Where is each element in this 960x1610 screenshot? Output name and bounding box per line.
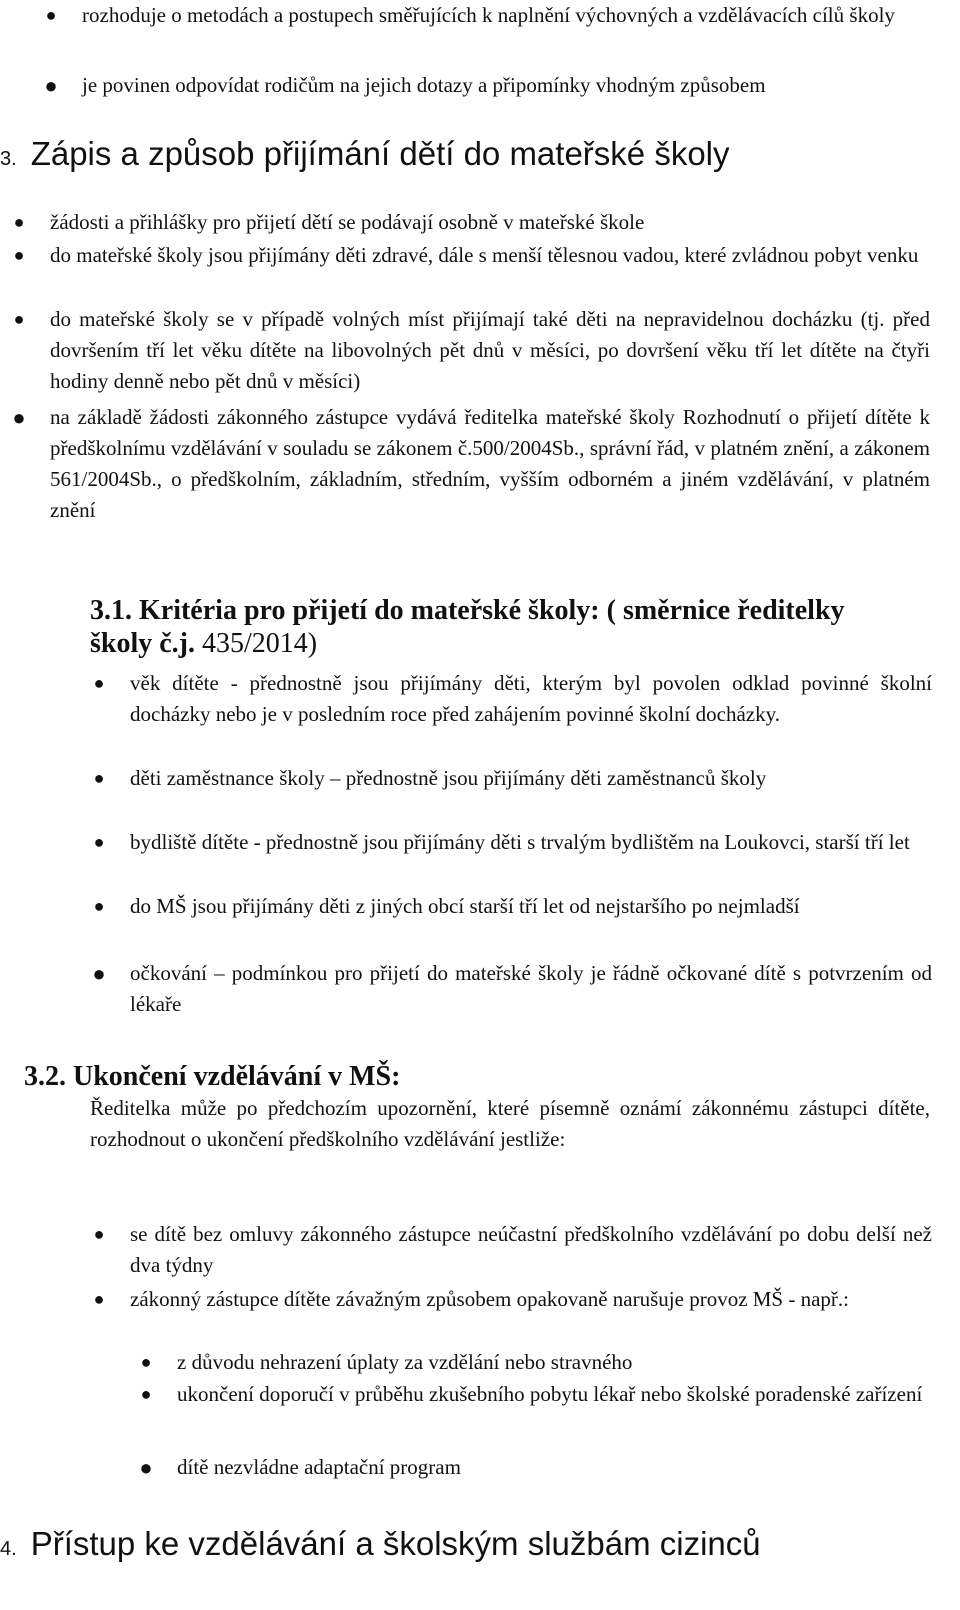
bullet-icon: ● bbox=[13, 212, 25, 232]
section-3-2-heading: 3.2. Ukončení vzdělávání v MŠ: bbox=[24, 1061, 401, 1092]
bullet-icon: ● bbox=[45, 5, 57, 25]
list-item: ● děti zaměstnance školy – přednostně jsou přijímány děti zaměstnanců školy bbox=[130, 763, 932, 794]
list-item: ● žádosti a přihlášky pro přijetí dětí se podávají osobně v mateřské škole bbox=[50, 207, 930, 238]
list-item: ● zákonný zástupce dítěte závažným způsobem opakovaně narušuje provoz MŠ - např.: bbox=[130, 1284, 932, 1315]
list-item: ● je povinen odpovídat rodičům na jejich dotazy a připomínky vhodným způsobem bbox=[82, 70, 932, 101]
list-item: ● se dítě bez omluvy zákonného zástupce neúčastní předškolního vzdělávání po dobu delší než dva týdny bbox=[130, 1219, 932, 1281]
list-item: ● bydliště dítěte - přednostně jsou přijímány děti s trvalým bydlištěm na Loukovci, starší tří let bbox=[130, 827, 932, 858]
list-item: ● na základě žádosti zákonného zástupce vydává ředitelka mateřské školy Rozhodnutí o přijetí dítěte k předškolnímu vzdělávání v souladu se zákonem č.500/2004Sb., správní řád, v platném znění, a zákonem 561/2004Sb., o předškolním, základním, středním, vyšším odborném a jiném vzdělávání, v platném znění bbox=[50, 402, 930, 526]
bullet-icon: ● bbox=[93, 1289, 105, 1309]
bullet-icon: ● bbox=[93, 832, 105, 852]
bullet-icon: ● bbox=[12, 405, 26, 430]
bullet-icon: ● bbox=[140, 1352, 152, 1372]
bullet-icon: ● bbox=[93, 768, 105, 788]
bullet-icon: ● bbox=[139, 1455, 153, 1480]
bullet-icon: ● bbox=[13, 309, 25, 329]
section-4-heading: 4. Přístup ke vzdělávání a školským službám cizinců bbox=[0, 1525, 761, 1562]
bullet-icon: ● bbox=[92, 961, 106, 986]
list-item: ● rozhoduje o metodách a postupech směřujících k naplnění výchovných a vzdělávacích cílů školy bbox=[82, 0, 932, 31]
list-item: ● do MŠ jsou přijímány děti z jiných obcí starší tří let od nejstaršího po nejmladší bbox=[130, 891, 932, 922]
section-3-2-intro: Ředitelka může po předchozím upozornění, které písemně oznámí zákonnému zástupci dítěte, rozhodnout o ukončení předškolního vzdělávání jestliže: bbox=[90, 1096, 930, 1151]
bullet-icon: ● bbox=[13, 245, 25, 265]
list-item: ● věk dítěte - přednostně jsou přijímány děti, kterým byl povolen odklad povinné školní docházky nebo je v posledním roce před zahájením povinné školní docházky. bbox=[130, 668, 932, 730]
section-3-heading: 3. Zápis a způsob přijímání dětí do mateřské školy bbox=[0, 135, 730, 172]
sub-list-item: ● z důvodu nehrazení úplaty za vzdělání nebo stravného bbox=[177, 1347, 932, 1378]
bullet-icon: ● bbox=[93, 1224, 105, 1244]
sub-list-item: ● ukončení doporučí v průběhu zkušebního pobytu lékař nebo školské poradenské zařízení bbox=[177, 1379, 932, 1410]
list-item: ● očkování – podmínkou pro přijetí do mateřské školy je řádně očkované dítě s potvrzením od lékaře bbox=[130, 958, 932, 1020]
bullet-icon: ● bbox=[44, 73, 58, 98]
bullet-icon: ● bbox=[140, 1384, 152, 1404]
list-item: ● do mateřské školy se v případě volných míst přijímají také děti na nepravidelnou docházku (tj. před dovršením tří let věku dítěte na libovolných pět dnů v měsíci, po dovršení věku tří let dítěte na čtyři hodiny denně nebo pět dnů v měsíci) bbox=[50, 304, 930, 397]
section-3-1-heading: 3.1. Kritéria pro přijetí do mateřské školy: ( směrnice ředitelky školy č.j. 435/2014) bbox=[90, 595, 845, 659]
sub-list-item: ● dítě nezvládne adaptační program bbox=[177, 1452, 932, 1483]
bullet-icon: ● bbox=[93, 896, 105, 916]
bullet-icon: ● bbox=[93, 673, 105, 693]
list-item: ● do mateřské školy jsou přijímány děti zdravé, dále s menší tělesnou vadou, které zvládnou pobyt venku bbox=[50, 240, 930, 271]
